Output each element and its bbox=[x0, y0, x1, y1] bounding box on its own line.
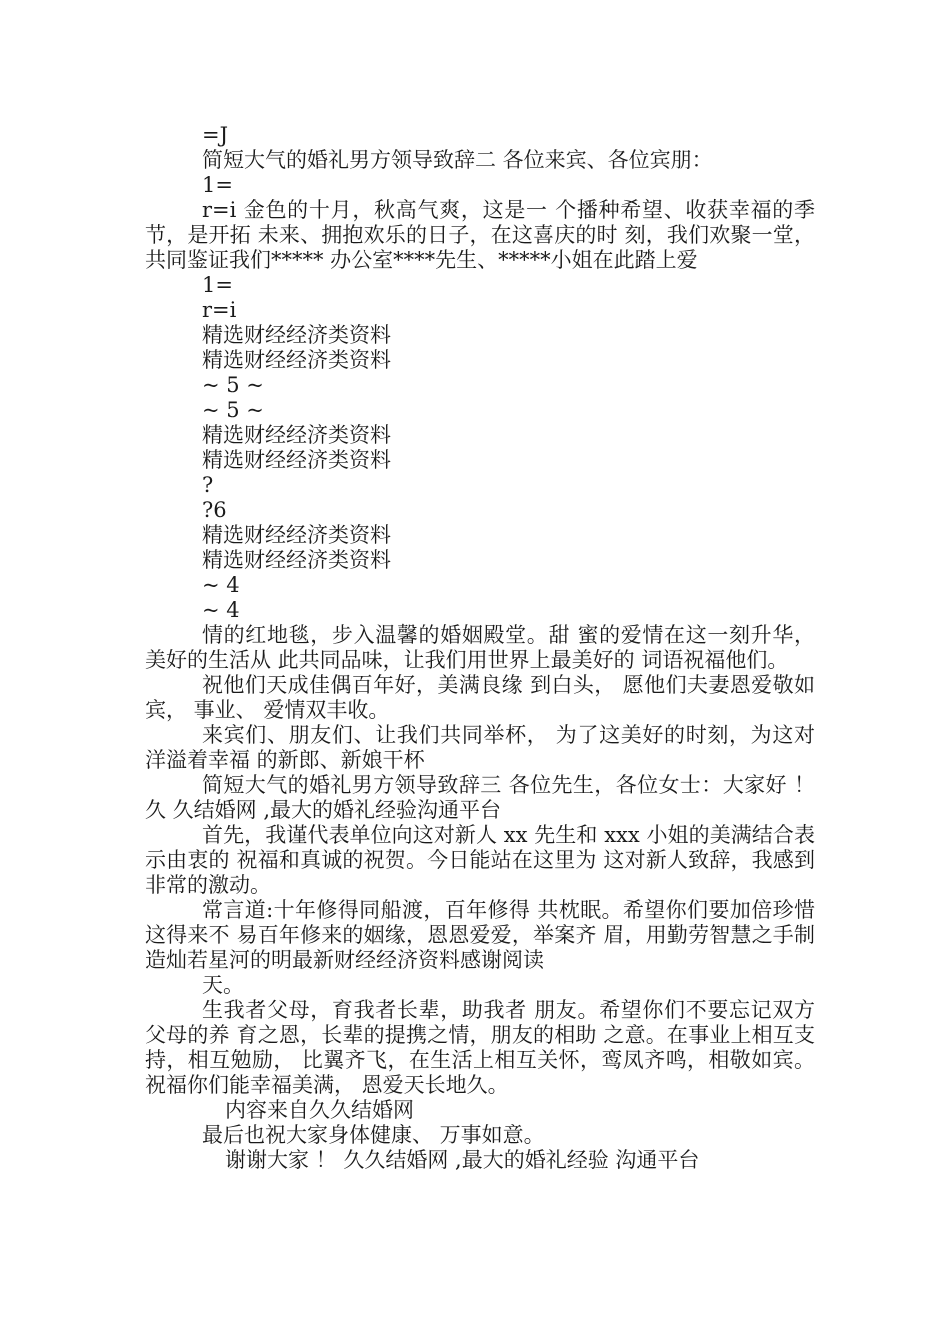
paragraph: 首先，我谨代表单位向这对新人 xx 先生和 xxx 小姐的美满结合表示由衷的 祝福和真诚的祝贺。今日能站在这里为 这对新人致辞，我感到非常的激动。 bbox=[145, 823, 815, 897]
footer-label: 精选财经经济类资料 bbox=[202, 448, 391, 472]
paragraph: 常言道:十年修得同船渡，百年修得 共枕眠。希望你们要加倍珍惜这得来不 易百年修来的姻缘，恩恩爱爱，举案齐 眉，用勤劳智慧之手制造灿若星河的明最新财经经济资料感谢阅读 bbox=[145, 898, 815, 972]
closing-line: 最后也祝大家身体健康、 万事如意。 bbox=[202, 1123, 545, 1147]
paragraph: 情的红地毯，步入温馨的婚姻殿堂。甜 蜜的爱情在这一刻升华，美好的生活从 此共同品味，让我们用世界上最美好的 词语祝福他们。 bbox=[145, 623, 815, 672]
page-number: ~ 5 ~ bbox=[202, 398, 264, 422]
footer-label: 精选财经经济类资料 bbox=[202, 548, 391, 572]
page-number: ~ 5 ~ bbox=[202, 373, 264, 397]
text-line: 1= bbox=[202, 273, 233, 297]
text-line: =J bbox=[202, 123, 229, 147]
source-note: 内容来自久久结婚网 bbox=[225, 1098, 414, 1122]
footer-label: 精选财经经济类资料 bbox=[202, 523, 391, 547]
paragraph: 生我者父母，育我者长辈，助我者 朋友。希望你们不要忘记双方父母的养 育之恩，长辈的提携之情，朋友的相助 之意。在事业上相互支持，相互勉励， 比翼齐飞，在生活上相互关怀，鸾凤齐鸣，相敬如宾。祝福你们能幸福美满， 恩爱天长地久。 bbox=[145, 998, 815, 1097]
page-number: ~ 4 bbox=[202, 598, 240, 622]
paragraph-opening: r=i 金色的十月，秋高气爽，这是一 个播种希望、收获幸福的季节，是开拓 未来、拥抱欢乐的日子，在这喜庆的时 刻，我们欢聚一堂，共同鉴证我们***** 办公室****先生、*****小姐在此踏上爱 bbox=[145, 198, 815, 272]
text-line: r=i bbox=[202, 298, 237, 322]
paragraph: 祝他们天成佳偶百年好，美满良缘 到白头， 愿他们夫妻恩爱敬如宾， 事业、 爱情双丰收。 bbox=[145, 673, 815, 722]
footer-label: 精选财经经济类资料 bbox=[202, 348, 391, 372]
paragraph: 天。 bbox=[202, 973, 244, 997]
document-body bbox=[145, 123, 815, 1173]
footer-label: 精选财经经济类资料 bbox=[202, 423, 391, 447]
closing-line: 谢谢大家 ！ 久久结婚网 ,最大的婚礼经验 沟通平台 bbox=[225, 1148, 700, 1172]
text-line: 1= bbox=[202, 173, 233, 197]
paragraph: 来宾们、朋友们、让我们共同举杯， 为了这美好的时刻，为这对洋溢着幸福 的新郎、新娘干杯 bbox=[145, 723, 815, 772]
page-number: ~ 4 bbox=[202, 573, 240, 597]
section-heading-3: 简短大气的婚礼男方领导致辞三 各位先生，各位女士：大家好 ！ 久 久结婚网 ,最大的婚礼经验沟通平台 bbox=[145, 773, 815, 822]
text-line: ? bbox=[202, 473, 214, 497]
page-number: ?6 bbox=[202, 498, 227, 522]
section-heading-2: 简短大气的婚礼男方领导致辞二 各位来宾、各位宾朋： bbox=[202, 148, 713, 172]
footer-label: 精选财经经济类资料 bbox=[202, 323, 391, 347]
